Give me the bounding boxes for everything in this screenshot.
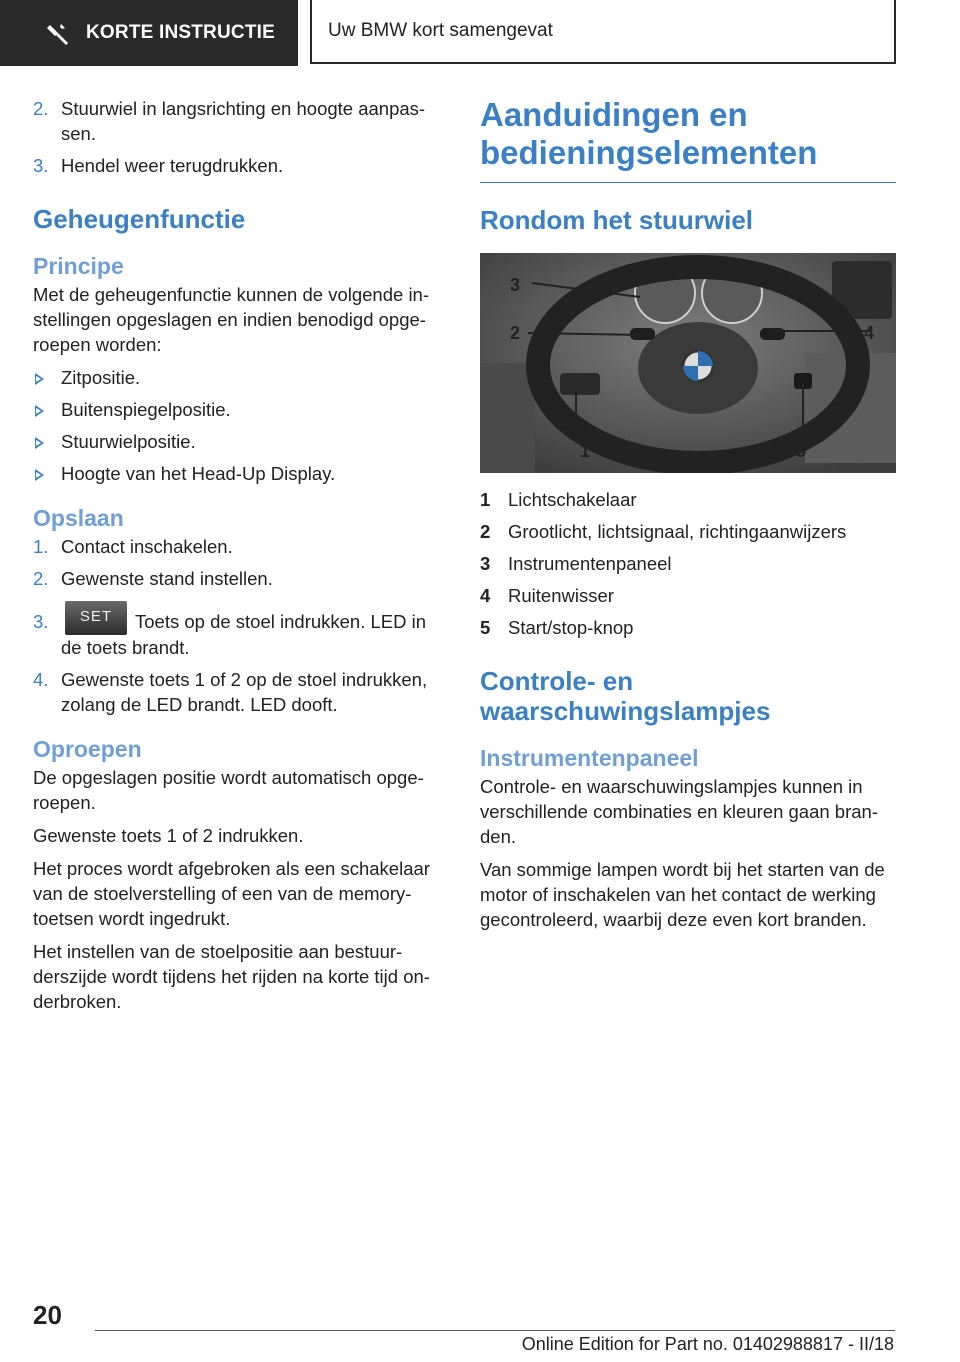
principle-heading: Principe	[33, 253, 124, 279]
legend-row: 5 Start/stop-knop	[480, 617, 634, 638]
bullet-triangle-icon	[35, 405, 44, 417]
save-steps	[33, 534, 448, 717]
list-item: 1. Contact inschakelen.	[33, 536, 233, 557]
set-button-icon: SET	[65, 601, 127, 635]
save-heading: Opslaan	[33, 505, 124, 531]
legend-row: 1 Lichtschakelaar	[480, 489, 637, 510]
quick-guide-icon	[44, 19, 72, 47]
edition-note: Online Edition for Part no. 01402988817 - II/18	[521, 1334, 894, 1354]
recall-heading: Oproepen	[33, 736, 142, 762]
steering-heading: Rondom het stuurwiel	[480, 205, 753, 235]
paragraph: De opgeslagen positie wordt automatisch opge-roepen.	[33, 767, 424, 813]
list-item: 4. Gewenste toets 1 of 2 op de stoel indrukken, zolang de LED brandt. LED dooft.	[33, 669, 428, 715]
legend-row: 3 Instrumentenpaneel	[480, 553, 672, 574]
callout-2: 2	[510, 323, 521, 343]
bullet-triangle-icon	[35, 373, 44, 385]
adjust-steps	[33, 96, 448, 178]
panel-heading: Instrumentenpaneel	[480, 745, 699, 771]
list-item: 3. SET Toets op de stoel indrukken. LED in de toets brandt.	[33, 609, 448, 660]
paragraph: Het proces wordt afgebroken als een schakelaar van de stoelverstelling of een van de memory-toetsen wordt ingedrukt.	[33, 858, 430, 929]
photo-legend	[480, 487, 896, 640]
list-item: Hoogte van het Head-Up Display.	[33, 461, 448, 486]
paragraph: Controle- en waarschuwingslampjes kunnen in verschillende combinaties en kleuren gaan bran-den.	[480, 776, 878, 847]
lamps-heading: Controle- en waarschuwingslampjes	[480, 666, 771, 726]
callout-4: 4	[864, 323, 875, 343]
legend-row: 4 Ruitenwisser	[480, 585, 614, 606]
section-tab[interactable]	[0, 0, 298, 66]
memory-heading: Geheugenfunctie	[33, 204, 246, 234]
list-item: Stuurwielpositie.	[33, 429, 448, 454]
paragraph: Het instellen van de stoelpositie aan bestuur-derszijde wordt tijdens het rijden na korte tijd on-derbroken.	[33, 941, 430, 1012]
principle-list	[33, 365, 448, 486]
bullet-triangle-icon	[35, 437, 44, 449]
right-column	[480, 96, 896, 940]
chapter-title: Uw BMW kort samengevat	[310, 0, 896, 64]
principle-text: Met de geheugenfunctie kunnen de volgende in-stellingen opgeslagen en indien benodigd opge-roepen worden:	[33, 284, 429, 355]
legend-row: 2 Grootlicht, lichtsignaal, richtingaanwijzers	[480, 521, 847, 542]
page-number: 20	[33, 1300, 62, 1330]
list-item: 3. Hendel weer terugdrukken.	[33, 155, 284, 176]
left-column	[33, 96, 448, 1022]
paragraph: Van sommige lampen wordt bij het starten van de motor of inschakelen van het contact de werking gecontroleerd, waarbij deze even kort branden.	[480, 859, 885, 930]
callout-3: 3	[510, 275, 521, 295]
steering-wheel-photo	[480, 253, 896, 473]
main-heading: Aanduidingen en bedieningselementen	[480, 96, 818, 171]
callout-1: 1	[580, 441, 591, 461]
footer-rule	[95, 1330, 895, 1331]
list-item: 2. Stuurwiel in langsrichting en hoogte aanpas-sen.	[33, 98, 426, 144]
section-tab-label: KORTE INSTRUCTIE	[86, 22, 275, 43]
paragraph: Gewenste toets 1 of 2 indrukken.	[33, 825, 304, 846]
list-item: Zitpositie.	[33, 365, 448, 390]
bullet-triangle-icon	[35, 469, 44, 481]
list-item: Buitenspiegelpositie.	[33, 397, 448, 422]
list-item: 2. Gewenste stand instellen.	[33, 568, 273, 589]
heading-rule	[480, 182, 896, 183]
callout-5: 5	[796, 441, 807, 461]
